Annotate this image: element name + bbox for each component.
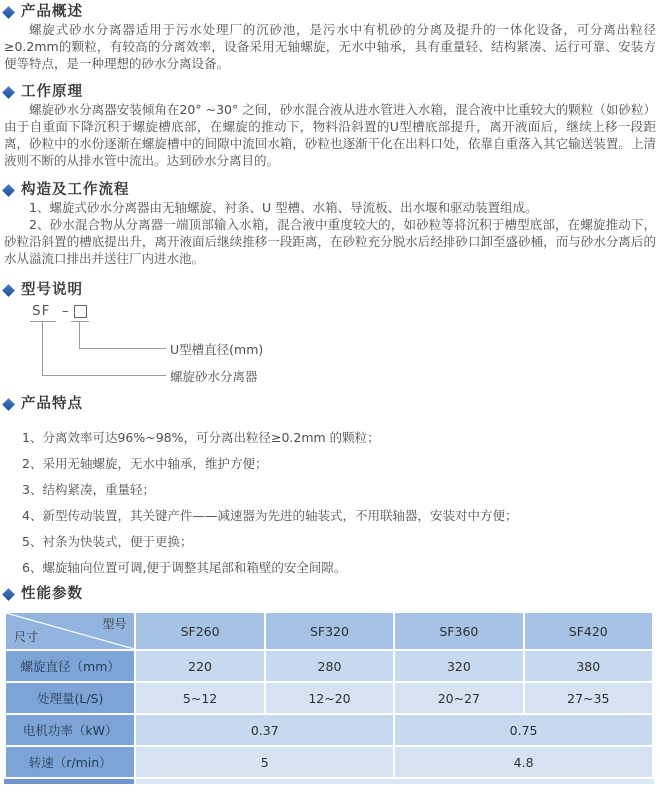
section-title: 工作原理: [21, 84, 83, 100]
row-label: 电机功率（kW）: [6, 715, 134, 745]
section-title: 性能参数: [21, 586, 83, 602]
section-heading-structure: [4, 182, 656, 199]
feature-item: 5、衬条为快装式，便于更换；: [22, 534, 193, 549]
structure-item-1: 1、螺旋式砂水分离器由无轴螺旋、衬条、U 型槽、水箱、导流板、出水堰和驱动装置组成。: [29, 200, 538, 215]
principle-paragraph: 螺旋砂水分离器安装倾角在20° ~30° 之间，砂水混合液从进水管进入水箱，混合液中比重较大的颗粒（如砂粒）由于自重面下降沉积于螺旋槽底部，在螺旋的推动下，物料沿斜置的U型槽底部提升，离开液面后，继续上移一段距离，砂粒中的水份逐渐在螺旋槽中的间隙中流回水箱，砂粒也逐渐干化在出料口处，依靠自重落入其它输送装置。上清液则不断的从排水管中流出。达到砂水分离目的。: [4, 102, 656, 168]
table-cell: 0.37: [136, 715, 393, 745]
row-label: 处理量(L/S): [6, 683, 134, 713]
diamond-icon: [2, 184, 15, 197]
section-title: 产品概述: [21, 4, 83, 20]
corner-label-size: 尺寸: [14, 630, 39, 644]
connector-line: [42, 321, 43, 375]
section-heading-overview: [4, 4, 656, 21]
table-bottom-border-right: [136, 779, 654, 784]
diamond-icon: [2, 6, 15, 19]
table-col-header: SF420: [525, 613, 652, 649]
table-bottom-border: [4, 779, 654, 784]
table-cell: 320: [395, 651, 522, 681]
table-cell: 0.75: [395, 715, 652, 745]
section-title: 产品特点: [21, 396, 83, 412]
table-row: [6, 715, 652, 745]
model-dash: –: [62, 303, 69, 319]
corner-label-model: 型号: [102, 617, 127, 631]
table-bottom-border-left: [4, 779, 134, 784]
connector-line: [30, 321, 56, 322]
model-label-u-groove: U型槽直径(mm): [170, 342, 264, 357]
structure-item-2: 2、砂水混合物从分离器一端顶部输入水箱，混合液中重度较大的，如砂粒等将沉积于槽型底部，在螺旋推动下，砂粒沿斜置的槽底提出升，离开液面后继续推移一段距离，在砂粒充分脱水后经排砂口卸至盛砂桶，而与砂水分离后的水从溢流口排出并送往厂内进水池。: [4, 217, 656, 266]
overview-paragraph: 螺旋式砂水分离器适用于污水处理厂的沉砂池，是污水中有机砂的分离及提升的一体化设备，可分离出粒径≥0.2mm的颗粒，有较高的分离效率，设备采用无轴螺旋，无水中轴承，具有重量轻、结构紧凑、运行可靠、安装方便等特点，是一种理想的砂水分离设备。: [4, 22, 656, 71]
diamond-icon: [2, 86, 15, 99]
table-cell: 5: [136, 747, 393, 777]
connector-line: [79, 321, 80, 348]
model-label-machine: 螺旋砂水分离器: [170, 369, 258, 384]
diamond-icon: [2, 588, 15, 601]
performance-table: [4, 611, 654, 779]
row-label: 螺旋直径（mm）: [6, 651, 134, 681]
feature-item: 1、分离效率可达96%~98%，可分离出粒径≥0.2mm 的颗粒；: [22, 430, 380, 445]
table-cell: 4.8: [395, 747, 652, 777]
table-col-header: SF260: [136, 613, 263, 649]
table-row: [6, 683, 652, 713]
section-heading-model: [4, 282, 656, 299]
table-row: [6, 747, 652, 777]
connector-line: [71, 321, 89, 322]
section-title: 构造及工作流程: [21, 182, 130, 198]
section-heading-principle: [4, 84, 656, 101]
table-cell: 220: [136, 651, 263, 681]
feature-item: 2、采用无轴螺旋，无水中轴承，维护方便；: [22, 456, 268, 471]
table-header-row: [6, 613, 652, 649]
table-cell: 20~27: [395, 683, 522, 713]
model-placeholder-box: [74, 305, 87, 318]
table-cell: 380: [525, 651, 652, 681]
table-col-header: SF320: [266, 613, 393, 649]
model-code: SF: [32, 303, 51, 319]
feature-item: 3、结构紧凑，重量轻；: [22, 482, 155, 497]
section-heading-parameters: [4, 586, 656, 603]
row-label: 转速（r/min）: [6, 747, 134, 777]
table-row: [6, 651, 652, 681]
feature-item: 6、螺旋轴向位置可调,便于调整其尾部和箱壁的安全间隙。: [22, 560, 347, 575]
connector-line: [42, 375, 166, 376]
table-cell: 280: [266, 651, 393, 681]
table-col-header: SF360: [395, 613, 522, 649]
table-cell: 27~35: [525, 683, 652, 713]
section-title: 型号说明: [21, 282, 83, 298]
table-corner-cell: [6, 613, 134, 649]
table-cell: 5~12: [136, 683, 263, 713]
table-cell: 12~20: [266, 683, 393, 713]
connector-line: [79, 348, 166, 349]
section-heading-features: [4, 396, 656, 413]
feature-item: 4、新型传动装置，其关键产件——减速器为先进的轴装式，不用联轴器，安装对中方便；: [22, 508, 518, 523]
model-code-diagram: [32, 303, 656, 387]
diamond-icon: [2, 284, 15, 297]
diamond-icon: [2, 398, 15, 411]
